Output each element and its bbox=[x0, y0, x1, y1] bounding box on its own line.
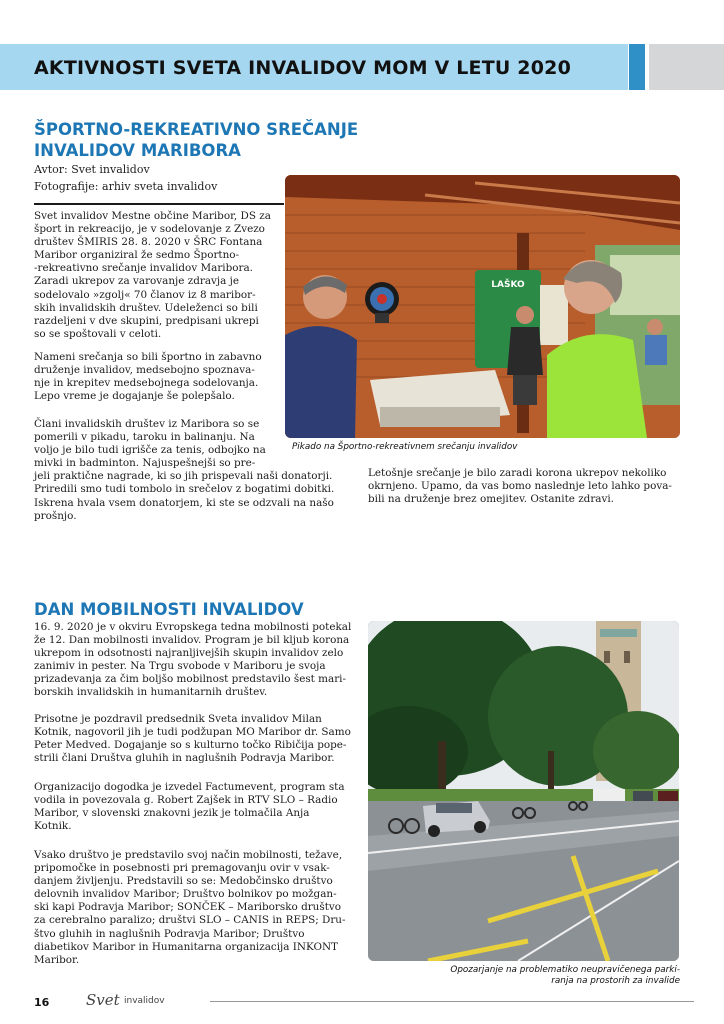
text-line: okrnjeno. Upamo, da vas bomo naslednje leto lahko pova- bbox=[368, 480, 672, 493]
page-number: 16 bbox=[34, 996, 50, 1009]
text-line: Iskrena hvala vsem donatorjem, ki ste se odzvali na našo bbox=[34, 496, 334, 509]
article2-title: DAN MOBILNOSTI INVALIDOV bbox=[34, 600, 304, 619]
text-line: strili člani Društva gluhih in naglušnih Podravja Maribor. bbox=[34, 752, 335, 765]
article2-paragraph bbox=[34, 781, 345, 833]
caption-line: Opozarjanje na problematiko neupravičenega parki- bbox=[450, 965, 680, 975]
text-line: pomerili v pikadu, taroku in balinanju. Na bbox=[34, 431, 255, 444]
caption-line: ranja na prostorih za invalide bbox=[551, 976, 680, 986]
text-line: Nameni srečanja so bili športno in zabavno bbox=[34, 351, 262, 363]
text-line: zanimiv in pester. Na Trgu svobode v Mariboru je svoja bbox=[34, 660, 326, 673]
text-line: borskih invalidskih in humanitarnih društev. bbox=[34, 686, 268, 699]
footer-logo-script: Svet bbox=[86, 991, 120, 1009]
article1-paragraph bbox=[34, 210, 271, 341]
text-line: Peter Medved. Dogajanje so s kulturno točko Ribičija pope- bbox=[34, 739, 347, 752]
text-line: Organizacijo dogodka je izvedel Factumevent, program sta bbox=[34, 781, 345, 793]
photo-darts bbox=[285, 175, 680, 438]
text-line: Prisotne je pozdravil predsednik Sveta invalidov Milan bbox=[34, 713, 322, 725]
footer-divider bbox=[210, 1001, 694, 1002]
photo-parking-illustration bbox=[368, 621, 679, 961]
article2-paragraph bbox=[34, 621, 351, 700]
text-line: 16. 9. 2020 je v okviru Evropskega tedna mobilnosti potekal bbox=[34, 621, 352, 633]
text-line: skih invalidskih društev. Udeleženci so bili bbox=[34, 301, 258, 314]
header-accent-strip bbox=[629, 44, 645, 90]
text-line: voljo je bilo tudi igrišče za tenis, odbojko na bbox=[34, 444, 266, 457]
text-line: že 12. Dan mobilnosti invalidov. Program je bil kljub korona bbox=[34, 634, 350, 647]
header-gray-strip bbox=[649, 44, 724, 90]
article1-paragraph bbox=[368, 467, 672, 506]
article1-photo-credit: Fotografije: arhiv sveta invalidov bbox=[34, 180, 218, 193]
text-line: razdeljeni v dve skupini, predpisani ukrepi bbox=[34, 314, 259, 327]
photo-caption bbox=[450, 965, 680, 987]
photo-parking bbox=[368, 621, 679, 961]
text-line: ukrepom in odsotnosti najranljivejših skupin invalidov zelo bbox=[34, 647, 344, 660]
article1-title-line: ŠPORTNO-REKREATIVNO SREČANJE bbox=[34, 120, 359, 139]
article1-author: Avtor: Svet invalidov bbox=[34, 163, 150, 176]
text-line: druženje invalidov, medsebojno spoznava- bbox=[34, 364, 255, 377]
text-line: ski kapi Podravja Maribor; SONČEK – Mariborsko društvo bbox=[34, 901, 342, 914]
article1-title bbox=[34, 119, 358, 161]
text-line: Člani invalidskih društev iz Maribora so se bbox=[34, 418, 260, 430]
photo-caption: Pikado na Športno-rekreativnem srečanju invalidov bbox=[292, 442, 518, 452]
laško-sign: LAŠKO bbox=[491, 280, 525, 290]
article2-paragraph bbox=[34, 713, 351, 765]
text-line: vodila in povezovala g. Robert Zajšek in RTV SLO – Radio bbox=[34, 794, 338, 807]
text-line: za cerebralno paralizo; društvi SLO – CANIS in REPS; Dru- bbox=[34, 914, 346, 927]
text-line: pripomočke in posebnosti pri premagovanju ovir v vsak- bbox=[34, 862, 330, 875]
text-line: štvo gluhih in naglušnih Podravja Maribor; Društvo bbox=[34, 927, 305, 940]
text-line: Priredili smo tudi tombolo in srečelov z bogatimi dobitki. bbox=[34, 483, 335, 496]
text-line: jeli praktične nagrade, ki so jih prispevali naši donatorji. bbox=[34, 470, 333, 483]
article1-paragraph bbox=[34, 351, 262, 403]
text-line: šport in rekreacijo, je v sodelovanje z Zvezo bbox=[34, 223, 265, 236]
text-line: danjem življenju. Predstavili so se: Medobčinsko društvo bbox=[34, 875, 333, 888]
divider bbox=[34, 203, 284, 205]
text-line: društev ŠMIRIS 28. 8. 2020 v ŠRC Fontana bbox=[34, 236, 263, 249]
text-line: so se spoštovali v celoti. bbox=[34, 327, 162, 340]
text-line: Letošnje srečanje je bilo zaradi korona ukrepov nekoliko bbox=[368, 467, 667, 479]
footer-logo-word: invalidov bbox=[124, 996, 165, 1006]
text-line: Kotnik, nagovoril jih je tudi podžupan MO Maribor dr. Samo bbox=[34, 726, 351, 739]
text-line: Zaradi ukrepov za varovanje zdravja je bbox=[34, 275, 239, 288]
article1-title-line: INVALIDOV MARIBORA bbox=[34, 141, 241, 160]
photo-darts-illustration bbox=[285, 175, 680, 438]
text-line: nje in krepitev medsebojnega sodelovanja. bbox=[34, 377, 259, 390]
text-line: Kotnik. bbox=[34, 820, 72, 833]
text-line: Maribor. bbox=[34, 953, 80, 966]
text-line: prošnjo. bbox=[34, 509, 77, 522]
text-line: bili na druženje brez omejitev. Ostanite zdravi. bbox=[368, 493, 614, 506]
text-line: Lepo vreme je dogajanje še polepšalo. bbox=[34, 390, 235, 403]
text-line: sodelovalo »zgolj« 70 članov iz 8 maribor- bbox=[34, 288, 256, 301]
text-line: -rekreativno srečanje invalidov Maribora. bbox=[34, 262, 253, 275]
text-line: Svet invalidov Mestne občine Maribor, DS za bbox=[34, 210, 271, 222]
text-line: Vsako društvo je predstavilo svoj način mobilnosti, težave, bbox=[34, 849, 343, 861]
page-title: AKTIVNOSTI SVETA INVALIDOV MOM V LETU 2020 bbox=[34, 57, 571, 79]
text-line: prizadevanja za čim boljšo mobilnost predstavilo šest mari- bbox=[34, 673, 347, 686]
text-line: Maribor organiziral že sedmo Športno- bbox=[34, 249, 240, 262]
article2-paragraph bbox=[34, 849, 346, 967]
text-line: mivki in badminton. Najuspešnejši so pre- bbox=[34, 457, 256, 470]
text-line: delovnih invalidov Maribor; Društvo bolnikov po možgan- bbox=[34, 888, 337, 901]
text-line: Maribor, v slovenski znakovni jezik je tolmačila Anja bbox=[34, 807, 310, 820]
text-line: diabetikov Maribor in Humanitarna organizacija INKONT bbox=[34, 940, 338, 953]
